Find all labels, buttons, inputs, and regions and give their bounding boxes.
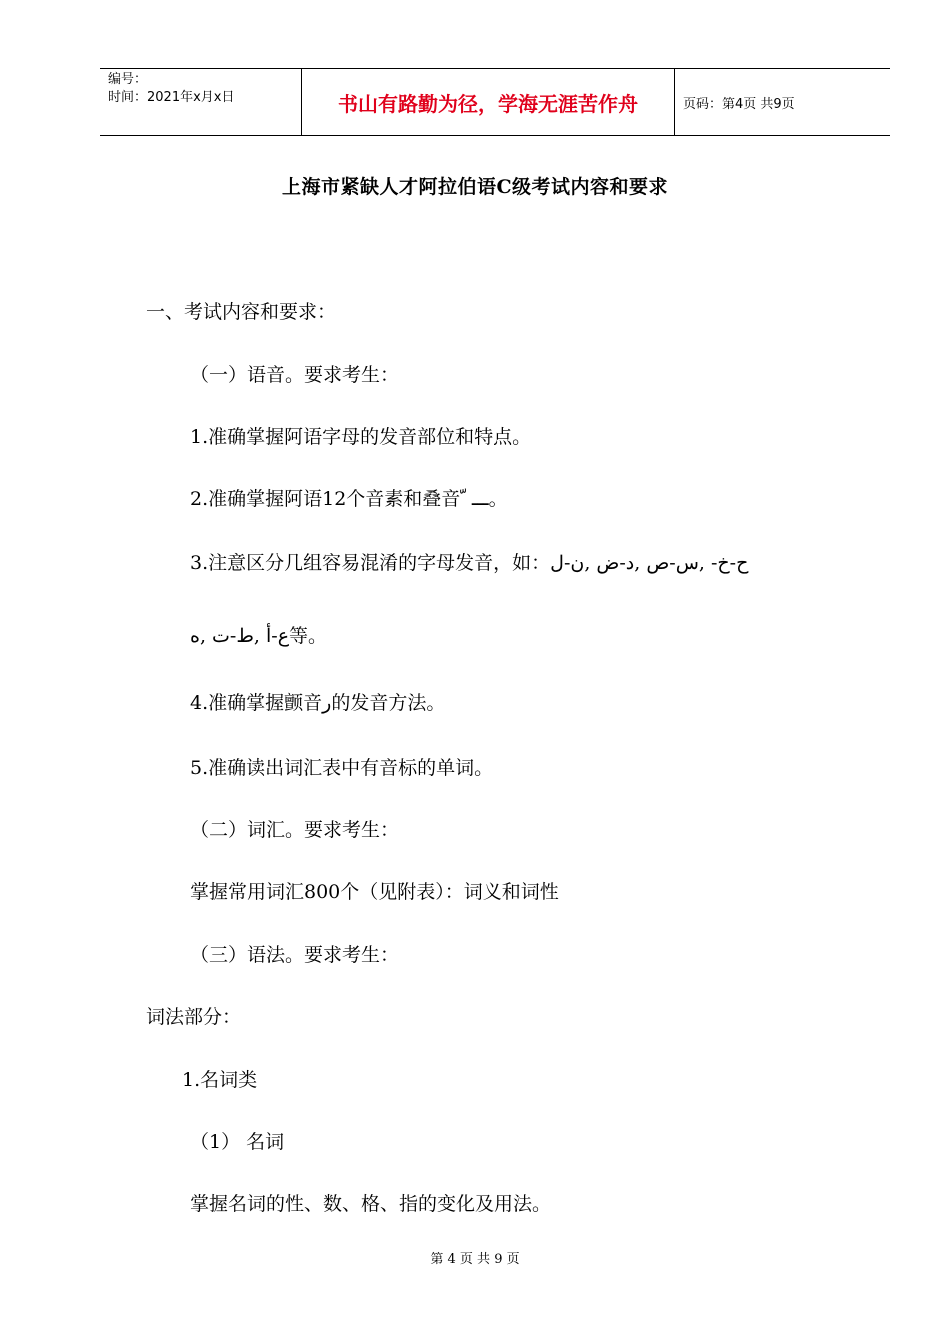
- page-label: 页码：第4页 共9页: [683, 96, 795, 112]
- subsection-phonetics: （一）语音。要求考生：: [190, 364, 400, 386]
- subsection-vocabulary: （二）词汇。要求考生：: [190, 819, 400, 841]
- phonetics-item-4: 4.准确掌握颤音ر的发音方法。: [190, 692, 446, 714]
- noun-requirement: 掌握名词的性、数、格、指的变化及用法。: [190, 1193, 552, 1215]
- header-page-cell: [675, 69, 890, 135]
- header-table: [100, 68, 890, 136]
- section-heading-1: 一、考试内容和要求：: [146, 301, 337, 323]
- phonetics-item-5: 5.准确读出词汇表中有音标的单词。: [190, 757, 494, 779]
- vocabulary-requirement: 掌握常用词汇800个（见附表）：词义和词性: [190, 881, 559, 903]
- subsection-grammar: （三）语法。要求考生：: [190, 944, 400, 966]
- noun-class-heading: 1.名词类: [182, 1069, 258, 1091]
- header-meta-cell: [100, 69, 302, 135]
- time-label: 时间：2021年x月x日: [108, 90, 235, 105]
- noun-heading: （1） 名词: [190, 1131, 285, 1153]
- motto-text: 书山有路勤为径，学海无涯苦作舟: [338, 91, 638, 116]
- phonetics-item-3-continued: ع-أ ,ط-ت ,ه等。: [190, 625, 328, 647]
- phonetics-item-1: 1.准确掌握阿语字母的发音部位和特点。: [190, 426, 532, 448]
- header-motto-cell: [302, 69, 675, 135]
- phonetics-item-3: 3.注意区分几组容易混淆的字母发音，如：ح-خ- ,س-ص ,د-ض ,ن-ل: [190, 552, 749, 574]
- number-label: 编号：: [108, 72, 148, 87]
- phonetics-item-2: 2.准确掌握阿语12个音素和叠音 ّ ـــ。: [190, 488, 508, 510]
- morphology-heading: 词法部分：: [146, 1006, 242, 1028]
- page-footer: 第 4 页 共 9 页: [430, 1252, 520, 1267]
- document-title: 上海市紧缺人才阿拉伯语C级考试内容和要求: [281, 176, 669, 198]
